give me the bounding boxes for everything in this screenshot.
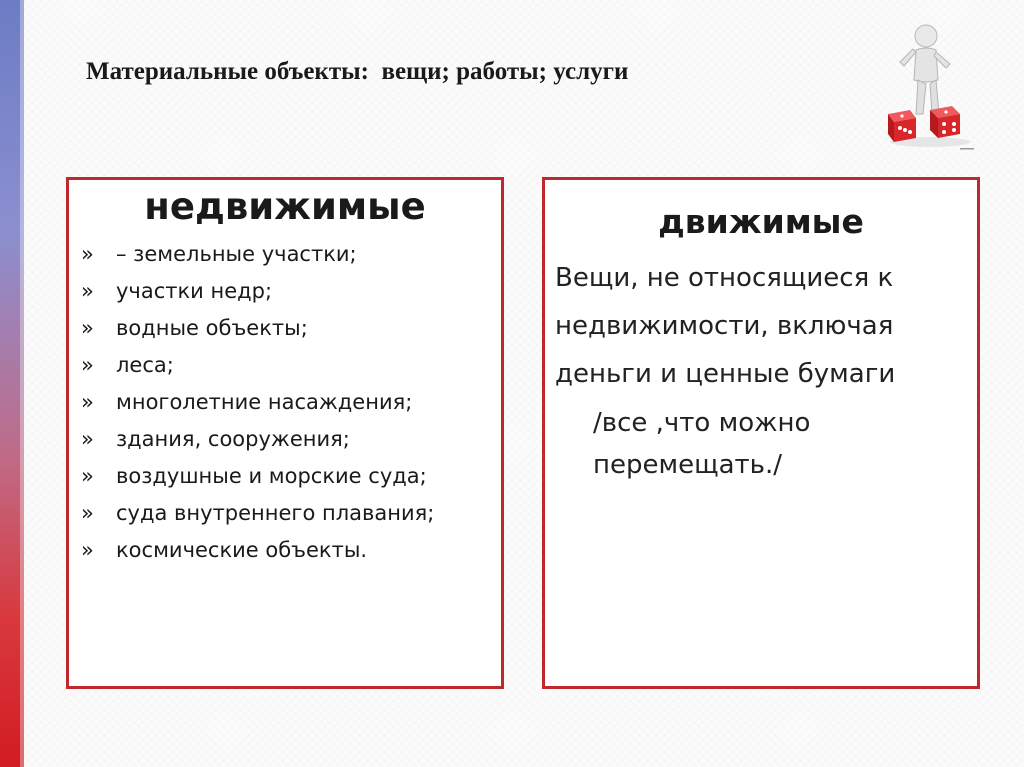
bullet-icon: » — [81, 353, 94, 377]
list-item-text: – земельные участки; — [116, 242, 357, 266]
list-item-text: водные объекты; — [116, 316, 308, 340]
immovable-heading: недвижимые — [144, 185, 426, 228]
bullet-icon: » — [81, 427, 94, 451]
list-item — [81, 310, 501, 347]
list-item-text: суда внутреннего плавания; — [116, 501, 435, 525]
slide-title: Материальные объекты: вещи; работы; услуги — [86, 58, 629, 85]
movable-note: /все ,что можно перемещать./ — [593, 408, 811, 480]
list-item-text: космические объекты. — [116, 538, 368, 562]
list-item — [81, 458, 501, 495]
movable-panel — [542, 177, 980, 689]
list-item — [81, 532, 501, 569]
bullet-icon: » — [81, 279, 94, 303]
bullet-icon: » — [81, 390, 94, 414]
list-item-text: участки недр; — [116, 279, 273, 303]
bullet-icon: » — [81, 538, 94, 562]
list-item — [81, 273, 501, 310]
movable-description: Вещи, не относящиеся к недвижимости, включая деньги и ценные бумаги — [555, 263, 896, 389]
list-item — [81, 347, 501, 384]
movable-heading: движимые — [658, 202, 864, 241]
list-item-text: воздушные и морские суда; — [116, 464, 427, 488]
list-item-text: леса; — [116, 353, 174, 377]
person-with-dice-icon — [880, 18, 976, 154]
bullet-icon: » — [81, 316, 94, 340]
list-item-text: здания, сооружения; — [116, 427, 350, 451]
list-item — [81, 495, 501, 532]
list-item-text: многолетние насаждения; — [116, 390, 413, 414]
decorative-side-bar — [0, 0, 24, 767]
list-item — [81, 421, 501, 458]
immovable-panel — [66, 177, 504, 689]
bullet-icon: » — [81, 501, 94, 525]
list-item — [81, 236, 501, 273]
list-item — [81, 384, 501, 421]
immovable-list — [69, 236, 501, 569]
bullet-icon: » — [81, 242, 94, 266]
bullet-icon: » — [81, 464, 94, 488]
